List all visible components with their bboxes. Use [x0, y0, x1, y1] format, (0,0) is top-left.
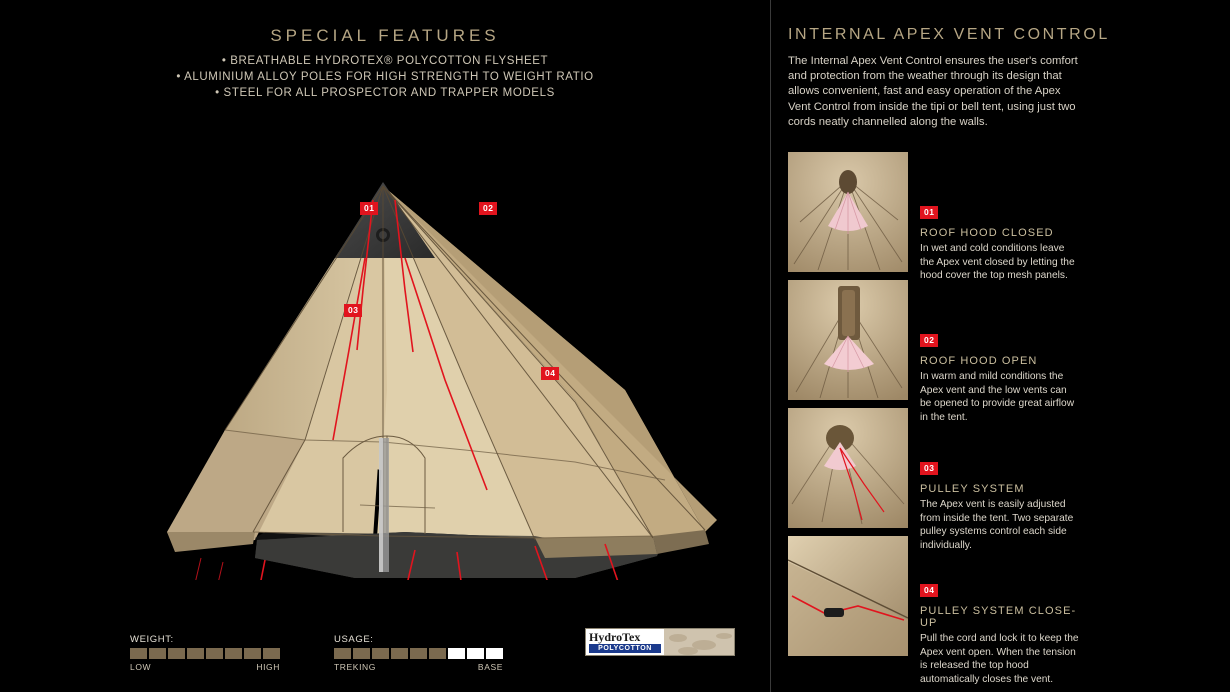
- apex-vent-intro: The Internal Apex Vent Control ensures the user's comfort and protection from the weather through its design that allows convenient, fast and easy operation of the Apex Vent Control from inside the tipi or bell tent, using just two cords neatly channelled along the walls.: [788, 55, 1078, 128]
- apex-vent-title: INTERNAL APEX VENT CONTROL: [788, 26, 1110, 43]
- vent-heading-03: PULLEY SYSTEM: [920, 483, 1025, 495]
- usage-meter-low: TREKING: [334, 662, 376, 672]
- meter-cell: [206, 648, 223, 659]
- vent-thumb-pulley-closeup[interactable]: [788, 536, 908, 656]
- hydrotex-logo: [585, 628, 735, 656]
- meter-cell: [448, 648, 465, 659]
- vent-badge-02: 02: [920, 334, 938, 347]
- meter-cell: [410, 648, 427, 659]
- weight-meter-low: LOW: [130, 662, 152, 672]
- hydrotex-sub: POLYCOTTON: [589, 644, 661, 653]
- right-column: [788, 0, 1230, 692]
- vent-text-03: [920, 458, 1080, 552]
- usage-meter-scale: [334, 662, 503, 672]
- meter-cell: [486, 648, 503, 659]
- vent-thumb-roof-hood-open[interactable]: [788, 280, 908, 400]
- meter-cell: [168, 648, 185, 659]
- feature-item: • ALUMINIUM ALLOY POLES FOR HIGH STRENGTH TO WEIGHT RATIO: [176, 70, 594, 83]
- pulley-closeup-image: [788, 536, 908, 656]
- vent-body-02: In warm and mild conditions the Apex vent and the low vents can be opened to provide great airflow in the tent.: [920, 371, 1075, 423]
- meter-cell: [334, 648, 351, 659]
- vent-body-03: The Apex vent is easily adjusted from inside the tent. Two separate pulley systems control each side individually.: [920, 499, 1074, 551]
- pulley-system-image: [788, 408, 908, 528]
- vent-badge-01: 01: [920, 206, 938, 219]
- meter-cell: [467, 648, 484, 659]
- meter-cell: [429, 648, 446, 659]
- vent-thumb-roof-hood-closed[interactable]: [788, 152, 908, 272]
- meters-row: [130, 634, 550, 674]
- callout-03[interactable]: 03: [344, 304, 362, 317]
- callout-02[interactable]: 02: [479, 202, 497, 215]
- tent-illustration: [105, 140, 765, 580]
- vent-heading-01: ROOF HOOD CLOSED: [920, 227, 1054, 239]
- feature-item: • STEEL FOR ALL PROSPECTOR AND TRAPPER MODELS: [215, 86, 555, 99]
- meter-cell: [263, 648, 280, 659]
- weight-meter-high: HIGH: [256, 662, 280, 672]
- fabric-texture: [664, 629, 735, 656]
- meter-cell: [353, 648, 370, 659]
- meter-cell: [225, 648, 242, 659]
- meter-cell: [372, 648, 389, 659]
- usage-meter: [334, 634, 503, 672]
- usage-meter-cells: [334, 648, 503, 659]
- meter-cell: [149, 648, 166, 659]
- weight-meter-scale: [130, 662, 280, 672]
- hydrotex-logo-left: [586, 629, 664, 655]
- column-divider: [770, 0, 771, 692]
- tent-svg: [105, 140, 765, 580]
- vent-text-01: [920, 202, 1080, 283]
- roof-hood-closed-image: [788, 152, 908, 272]
- meter-cell: [130, 648, 147, 659]
- weight-meter-cells: [130, 648, 280, 659]
- usage-meter-high: BASE: [477, 662, 503, 672]
- meter-cell: [391, 648, 408, 659]
- vent-text-02: [920, 330, 1080, 424]
- vent-badge-04: 04: [920, 584, 938, 597]
- vent-body-01: In wet and cold conditions leave the Apex vent closed by letting the hood cover the top mesh panels.: [920, 243, 1075, 282]
- weight-meter: [130, 634, 280, 672]
- roof-hood-open-image: [788, 280, 908, 400]
- meter-cell: [187, 648, 204, 659]
- vent-text-04: [920, 580, 1080, 686]
- usage-meter-label: USAGE:: [334, 634, 374, 645]
- vent-badge-03: 03: [920, 462, 938, 475]
- callout-01[interactable]: 01: [360, 202, 378, 215]
- hydrotex-fabric-swatch: [664, 629, 734, 655]
- special-features-title: SPECIAL FEATURES: [270, 26, 500, 45]
- meter-cell: [244, 648, 261, 659]
- vent-body-04: Pull the cord and lock it to keep the Apex vent open. When the tension is released the top hood automatically closes the vent.: [920, 633, 1079, 685]
- weight-meter-label: WEIGHT:: [130, 634, 174, 645]
- vent-heading-04: PULLEY SYSTEM CLOSE-UP: [920, 605, 1077, 629]
- feature-item: • BREATHABLE HYDROTEX® POLYCOTTON FLYSHEET: [221, 55, 549, 67]
- vent-thumb-pulley-system[interactable]: [788, 408, 908, 528]
- callout-04[interactable]: 04: [541, 367, 559, 380]
- vent-heading-02: ROOF HOOD OPEN: [920, 355, 1038, 367]
- hydrotex-name: HydroTex: [589, 630, 641, 644]
- special-features-list: [0, 54, 770, 101]
